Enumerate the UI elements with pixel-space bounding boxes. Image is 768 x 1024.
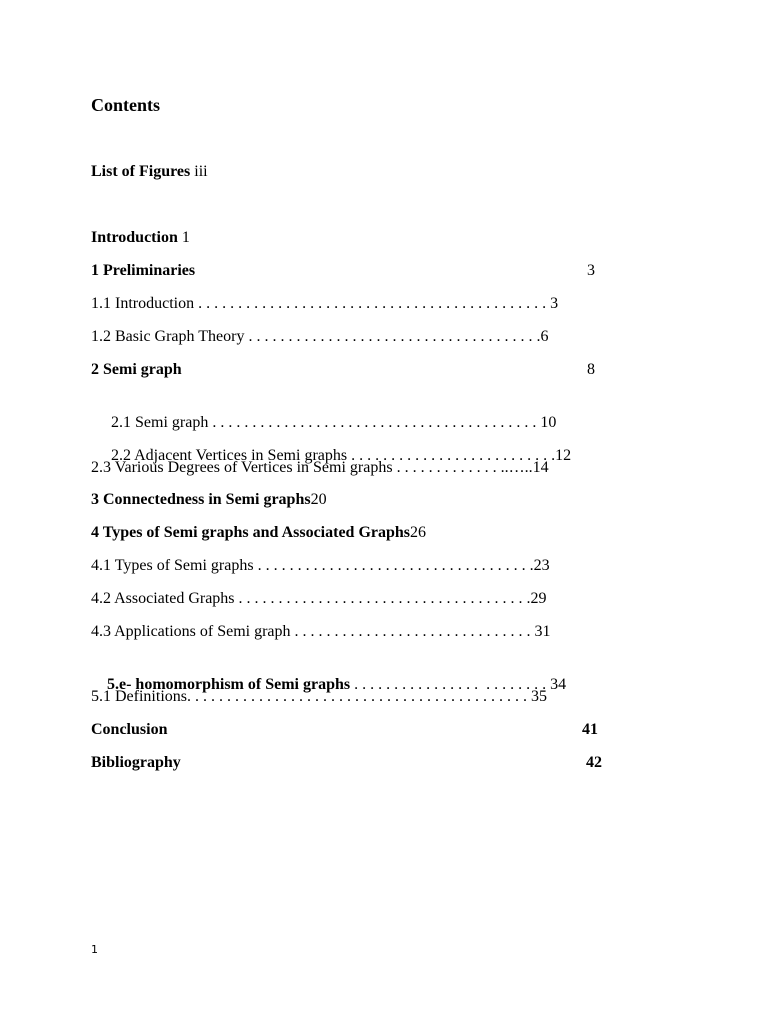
toc-entry-leader: . . . . . . . . . . . . . . . . . . . . . . . . . . . . . . . . . . . . .6 [244, 328, 549, 345]
toc-entry-title: 4.2 Associated Graphs [91, 590, 235, 607]
toc-entry-page: 1 [177, 229, 190, 246]
toc-entry-page: 8 [587, 361, 595, 378]
toc-entry-page: 3 [587, 262, 595, 279]
toc-entry-chapter-2[interactable] [91, 360, 182, 380]
toc-entry-title: Conclusion [91, 721, 168, 738]
toc-entry-leader: . . . . . . . . . . . . . . . . . . . . . . . . . . . . . . 31 [290, 623, 551, 640]
toc-entry-title: 1.2 Basic Graph Theory [91, 328, 245, 345]
toc-entry-title: 3 Connectedness in Semi graphs [91, 491, 311, 508]
toc-entry-title: 4.3 Applications of Semi graph [91, 623, 291, 640]
toc-entry-page: 41 [582, 721, 598, 738]
toc-entry-title: 2.3 Various Degrees of Vertices in Semi graphs [91, 459, 393, 476]
toc-entry-section-4-3[interactable] [91, 622, 551, 642]
toc-entry-title: 4 Types of Semi graphs and Associated Graphs [91, 524, 411, 541]
toc-entry-bibliography[interactable] [91, 753, 181, 773]
toc-entry-title: 4.1 Types of Semi graphs [91, 557, 254, 574]
toc-entry-leader: . . . . . . . . . . . . . . . . . . . . . . . . . . . . . . . . . . . . . . . . . . . . 3 [194, 295, 559, 312]
toc-entry-title: Introduction [91, 229, 178, 246]
toc-entry-chapter-1[interactable] [91, 261, 195, 281]
contents-heading: Contents [91, 95, 161, 115]
toc-entry-title: Bibliography [91, 754, 181, 771]
toc-entry-title: 1.1 Introduction [91, 295, 195, 312]
toc-entry-leader: . . . . . . . . . . . . . . . . . . . . . . . . . . . . . . . . . . .23 [253, 557, 550, 574]
toc-entry-title: 2 Semi graph [91, 361, 182, 378]
toc-entry-leader: . . . . . . . . . . . . . . . . . . . . . . . . 34 [350, 676, 567, 693]
toc-entry-section-4-2[interactable] [91, 589, 547, 609]
toc-entry-conclusion[interactable] [91, 720, 167, 740]
toc-entry-title: List of Figures [91, 163, 191, 180]
toc-entry-page: 26 [410, 524, 427, 541]
toc-entry-leader: . . . . . . . . . . . . . . . . . . . . . . . . . . . . . . . . . . . . . . . . . 10 [208, 414, 557, 431]
toc-entry-page: 20 [310, 491, 327, 508]
footer-page-number: 1 [91, 943, 98, 956]
toc-entry-page: iii [190, 163, 208, 180]
toc-entry-chapter-3[interactable] [91, 490, 327, 510]
toc-entry-list-of-figures[interactable] [91, 162, 208, 182]
toc-entry-section-5-1[interactable] [91, 687, 547, 707]
toc-entry-section-1-2[interactable] [91, 327, 548, 347]
toc-entry-title: 1 Preliminaries [91, 262, 196, 279]
toc-entry-leader: . . . . . . . . . . . . . . . . . . . . . . . . . .12 [347, 447, 572, 464]
toc-entry-leader: . . . . . . . . . . . . . . . . . . . . . . . . . . . . . . . . . . . . .29 [234, 590, 547, 607]
toc-entry-page: 42 [586, 754, 602, 771]
toc-entry-title: 5.1 Definitions. [91, 688, 191, 705]
toc-entry-section-4-1[interactable] [91, 556, 550, 576]
toc-entry-introduction[interactable] [91, 228, 190, 248]
toc-entry-leader: . . . . . . . . . . . . . . . . . . . . . . . . . . . . . . . . . . . . . . . . . . 35 [191, 688, 547, 705]
toc-entry-section-1-1[interactable] [91, 294, 558, 314]
toc-entry-title: 2.1 Semi graph [107, 414, 209, 431]
toc-entry-title: 5.e- homomorphism of Semi graphs [107, 676, 351, 693]
toc-entry-section-2-3[interactable] [91, 458, 549, 478]
toc-entry-chapter-4[interactable] [91, 523, 426, 543]
toc-entry-title: 2.2 Adjacent Vertices in Semi graphs [107, 447, 348, 464]
toc-entry-leader: . . . . . . . . . . . . . ..…..14 [392, 459, 549, 476]
